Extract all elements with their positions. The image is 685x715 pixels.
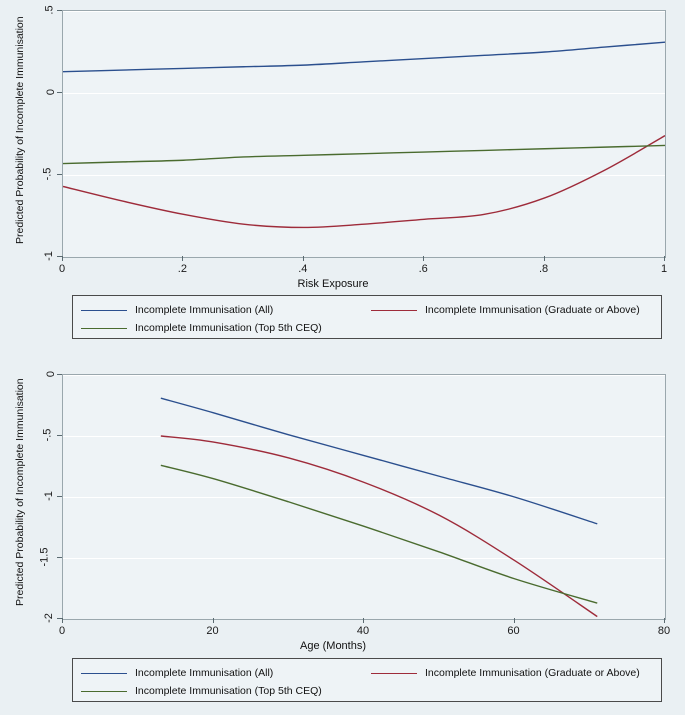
legend-label-graduate: Incomplete Immunisation (Graduate or Above) (425, 667, 640, 679)
y-tick-label: -1.5 (38, 547, 51, 567)
x-tick-label: 0 (58, 263, 66, 275)
y-tick-mark (57, 374, 62, 375)
chart-panel-risk-exposure (0, 0, 685, 350)
plot-area-top (0, 0, 685, 350)
x-tick-label: 60 (507, 625, 520, 637)
plot-frame-bottom (62, 374, 666, 620)
x-tick-label: 20 (206, 625, 219, 637)
chart-panel-age-months (0, 360, 685, 715)
x-tick-label: 1 (660, 263, 668, 275)
x-tick-mark (514, 618, 515, 623)
legend-key-top5 (81, 328, 127, 329)
x-tick-label: .6 (418, 263, 428, 275)
x-tick-mark (664, 256, 665, 261)
legend-label-all: Incomplete Immunisation (All) (135, 667, 274, 679)
legend-item-graduate (371, 304, 640, 316)
y-tick-mark (57, 557, 62, 558)
x-tick-mark (182, 256, 183, 261)
y-tick-mark (57, 496, 62, 497)
y-tick-label: -2 (43, 613, 56, 623)
legend-item-all (81, 667, 273, 679)
legend-label-top5: Incomplete Immunisation (Top 5th CEQ) (135, 322, 322, 334)
series-line-top5 (63, 145, 665, 163)
legend-key-all (81, 310, 127, 311)
x-axis-title-bottom: Age (Months) (299, 640, 367, 652)
legend-top (72, 295, 662, 339)
x-axis-title-top: Risk Exposure (297, 278, 369, 290)
legend-bottom (72, 658, 662, 702)
legend-key-graduate (371, 310, 417, 311)
legend-item-top5 (81, 685, 322, 697)
plot-area-bottom (0, 360, 685, 715)
series-line-top5 (161, 465, 597, 603)
series-container (63, 11, 665, 257)
y-tick-mark (57, 10, 62, 11)
y-tick-label: -1 (43, 491, 56, 501)
x-tick-label: 40 (356, 625, 370, 637)
x-tick-mark (423, 256, 424, 261)
legend-label-all: Incomplete Immunisation (All) (135, 304, 274, 316)
x-tick-mark (303, 256, 304, 261)
series-container (63, 375, 665, 619)
x-tick-mark (62, 618, 63, 623)
x-tick-mark (213, 618, 214, 623)
series-line-graduate (161, 436, 597, 617)
x-tick-mark (62, 256, 63, 261)
x-tick-label: 0 (58, 625, 66, 637)
y-tick-label: 0 (44, 88, 57, 96)
legend-item-graduate (371, 667, 640, 679)
x-tick-mark (544, 256, 545, 261)
y-tick-label: 0 (44, 370, 57, 378)
legend-item-top5 (81, 322, 322, 334)
series-line-all (63, 42, 665, 72)
y-tick-label: -1 (43, 251, 56, 261)
series-line-graduate (63, 136, 665, 228)
y-tick-mark (57, 174, 62, 175)
series-line-all (161, 398, 597, 524)
x-tick-label: .4 (298, 263, 308, 275)
x-tick-mark (664, 618, 665, 623)
y-tick-mark (57, 435, 62, 436)
y-tick-label: -.5 (41, 167, 54, 181)
y-tick-mark (57, 92, 62, 93)
x-tick-mark (363, 618, 364, 623)
x-tick-label: .8 (539, 263, 549, 275)
legend-key-top5 (81, 691, 127, 692)
legend-label-graduate: Incomplete Immunisation (Graduate or Above) (425, 304, 640, 316)
y-tick-label: -.5 (41, 428, 54, 442)
legend-item-all (81, 304, 273, 316)
legend-key-graduate (371, 673, 417, 674)
x-tick-label: .2 (177, 263, 187, 275)
y-axis-title-bottom: Predicted Probability of Incomplete Immunisation (14, 378, 26, 606)
legend-label-top5: Incomplete Immunisation (Top 5th CEQ) (135, 685, 322, 697)
legend-key-all (81, 673, 127, 674)
x-tick-label: 80 (657, 625, 671, 637)
plot-frame-top (62, 10, 666, 258)
y-tick-label: .5 (43, 5, 56, 15)
y-axis-title-top: Predicted Probability of Incomplete Immunisation (14, 16, 26, 244)
